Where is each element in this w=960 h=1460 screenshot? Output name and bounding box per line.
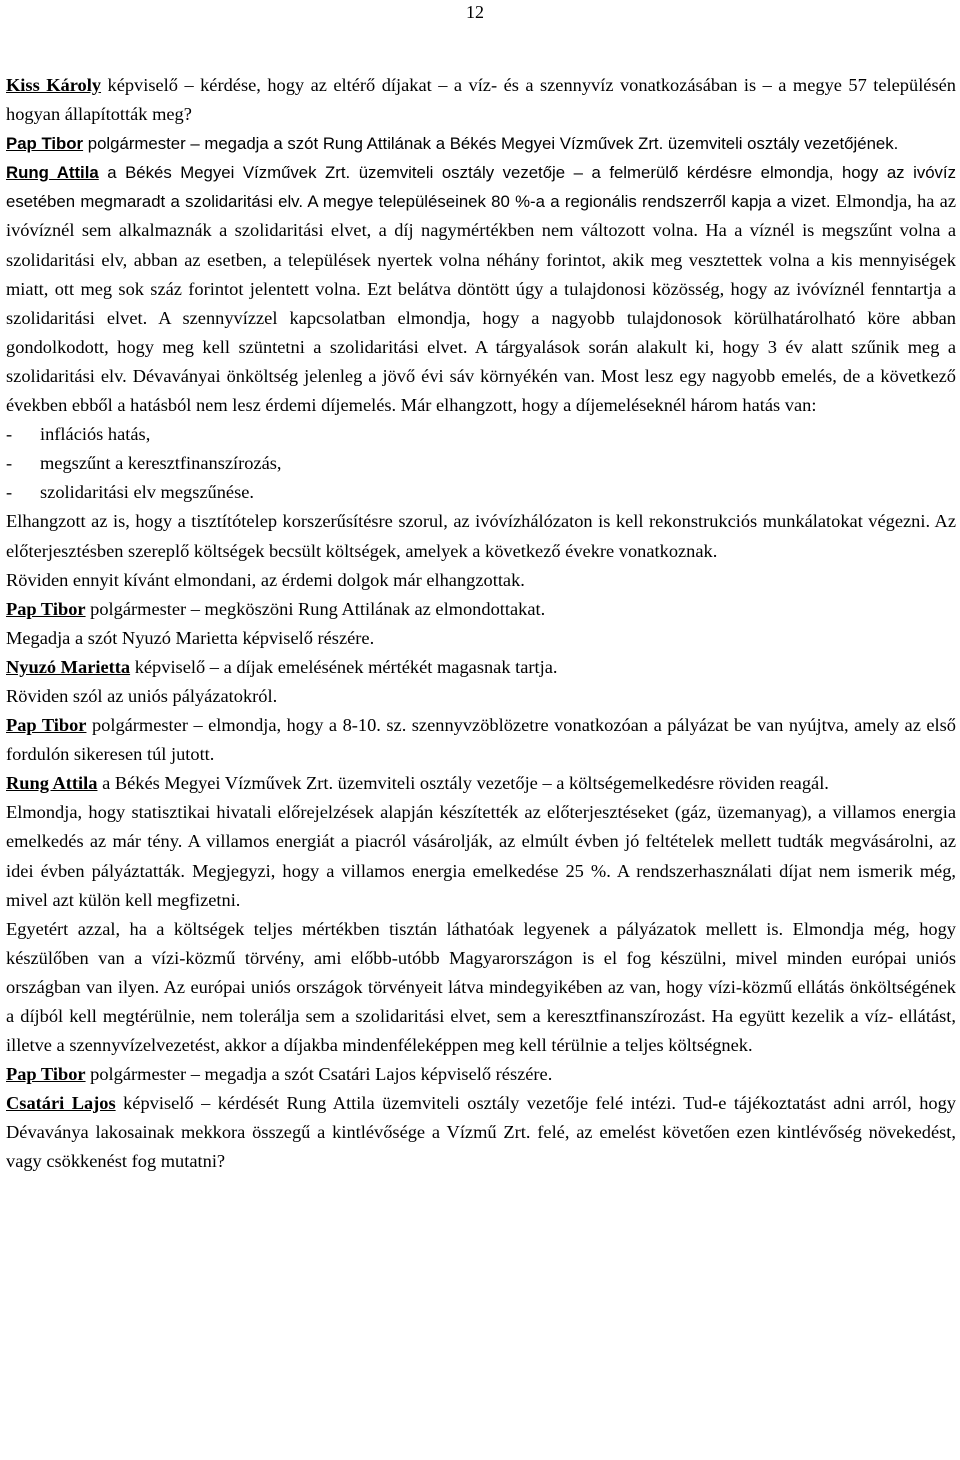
paragraph-energy-costs: Elmondja, hogy statisztikai hivatali előrejelzések alapján készítették az előterjesztéseket (gáz, üzemanyag), a villamos energia emelkedés az már tény. A villamos energiát a piacról vásárolják, az elmúlt évben jó feltételek mellett tudták megvásárolni, az idei évben pályáztatták. Megjegyzi, hogy a villamos energia emelkedése 25 %. A rendszerhasználati díjat nem ismerik még, mivel azt külön kell megfizetni. xyxy=(6,802,956,910)
paragraph-pap-thanks xyxy=(6,595,956,624)
paragraph-text: polgármester – elmondja, hogy a 8-10. sz. szennyvzöblözetre vonatkozóan a pályázat be van nyújtva, amely az első fordulón sikeresen túl jutott. xyxy=(6,715,956,765)
speaker-name: Pap Tibor xyxy=(6,1064,86,1085)
speaker-name: Pap Tibor xyxy=(6,134,84,154)
paragraph-text: képviselő – kérdését Rung Attila üzemviteli osztály vezetője felé intézi. Tud-e tájékoztatást adni arról, hogy Dévaványa lakosainak mekkora összegű a kintlévősége a Vízmű Zrt. felé, az emelést követően ezen kintlévőség növekedést, vagy csökkenést fog mutatni? xyxy=(6,1093,956,1172)
speaker-name: Pap Tibor xyxy=(6,715,87,736)
paragraph-eu-tenders: Röviden szól az uniós pályázatokról. xyxy=(6,685,278,706)
paragraph-pap-tender xyxy=(6,711,956,769)
speaker-name: Csatári Lajos xyxy=(6,1093,116,1114)
paragraph-sans-part xyxy=(6,163,956,211)
paragraph-summary: Röviden ennyit kívánt elmondani, az érdemi dolgok már elhangzottak. xyxy=(6,569,525,590)
paragraph-gives-word-nyuzo: Megadja a szót Nyuzó Marietta képviselő részére. xyxy=(6,627,375,648)
paragraph-utility-law: Egyetért azzal, ha a költségek teljes mértékben tisztán láthatóak legyenek a pályázatok mellett is. Elmondja még, hogy készülőben van a vízi-közmű törvény, ami előbb-utóbb Magyarországon is el fog készülni, mivel minden európai uniós országban van ilyen. Az európai uniós országok törvényeit látva mindegyikében az van, hogy vízi-közmű ellátás önköltségének a díjból kell megtérülnie, nem tolerálja sem a szolidaritási elvet, sem a keresztfinanszírozást. Ha együtt kezelik a víz- ellátást, illetve a szennyvízelvezetést, akkor a díjakba mindenféleképpen meg kell térülnie a teljes költségnek. xyxy=(6,918,956,1056)
paragraph-text: Elmondja, ha az ivóvíznél sem alkalmaznák a szolidaritási elvet, a díj nagymértékben nem változott volna. Ha a víznél is megszűnt volna a szolidaritási elv, abban az esetben, a települések nyertek volna néhány forintot, akik meg vesztettek volna a kis mennyiségek miatt, ott meg sok száz forintot jelentett volna. Ezt belátva döntött úgy a tulajdonosi közösség, hogy az ivóvíznél fenntartja a szolidaritási elvet. A szennyvízzel kapcsolatban elmondja, hogy a nagyobb tulajdonosok körülhatárolható köre abban gondolkodott, hogy meg kell szüntetni a szolidaritási elvet. A tárgyalások során alakult ki, hogy 3 év alatt szűnik meg a szolidaritási elv. Dévaványai önköltség jelenleg a jövő évi sáv környékén van. Most lesz egy nagyobb emelés, de a következő években ebből a hatásból nem lesz érdemi díjemelés. Már elhangzott, hogy a díjemeléseknél három hatás van: xyxy=(6,191,956,416)
page-number: 12 xyxy=(466,2,484,22)
dash-bullet: - xyxy=(6,453,13,474)
list-item: - inflációs hatás, xyxy=(6,420,956,449)
paragraph-text: képviselő – kérdése, hogy az eltérő díjakat – a víz- és a szennyvíz vonatkozásában is – a megye 57 településén hogyan állapították meg? xyxy=(6,75,956,125)
dash-bullet: - xyxy=(6,424,13,445)
dash-bullet: - xyxy=(6,482,13,503)
speaker-name: Rung Attila xyxy=(6,163,99,183)
effects-list xyxy=(6,420,956,507)
speaker-name: Rung Attila xyxy=(6,773,98,794)
paragraph-text: képviselő – a díjak emelésének mértékét magasnak tartja. xyxy=(130,656,558,677)
speaker-name: Kiss Károly xyxy=(6,75,102,95)
paragraph-text: a Békés Megyei Vízművek Zrt. üzemviteli osztály vezetője – a költségemelkedésre röviden reagál. xyxy=(97,773,829,794)
speaker-name: Nyuzó Marietta xyxy=(6,656,131,677)
list-item: - megszűnt a keresztfinanszírozás, xyxy=(6,449,956,478)
paragraph-text: polgármester – megadja a szót Rung Attilának a Békés Megyei Vízművek Zrt. üzemviteli osztály vezetőjének. xyxy=(83,134,899,154)
paragraph-plant-reconstruction: Elhangzott az is, hogy a tisztítótelep korszerűsítésre szorul, az ivóvízhálózaton is kell rekonstrukciós munkálatokat végezni. Az előterjesztésben szereplő költségek becsült költségek, amelyek a következő évekre vonatkoznak. xyxy=(6,511,956,561)
paragraph-rung-answer xyxy=(6,158,956,420)
list-item: - szolidaritási elv megszűnése. xyxy=(6,478,956,507)
paragraph-pap-gives-word xyxy=(6,129,956,158)
paragraph-kiss-question xyxy=(6,71,956,129)
paragraph-text: a Békés Megyei Vízművek Zrt. üzemviteli osztály vezetője – a felmerülő kérdésre elmondja, hogy az ivóvíz esetében megmaradt a szolidaritási elv. A megye településeinek 80 %-a a regionális rendszerről kapja a vizet. xyxy=(6,163,956,212)
paragraph-csatari-question xyxy=(6,1089,956,1176)
paragraph-rung-reply xyxy=(6,769,956,798)
paragraph-text: polgármester – megadja a szót Csatári Lajos képviselő részére. xyxy=(85,1064,553,1085)
speaker-name: Pap Tibor xyxy=(6,598,86,619)
paragraph-nyuzo xyxy=(6,653,956,682)
paragraph-pap-gives-word-csatari xyxy=(6,1060,956,1089)
document-body xyxy=(6,71,956,1177)
paragraph-text: polgármester – megköszöni Rung Attilának az elmondottakat. xyxy=(85,598,546,619)
